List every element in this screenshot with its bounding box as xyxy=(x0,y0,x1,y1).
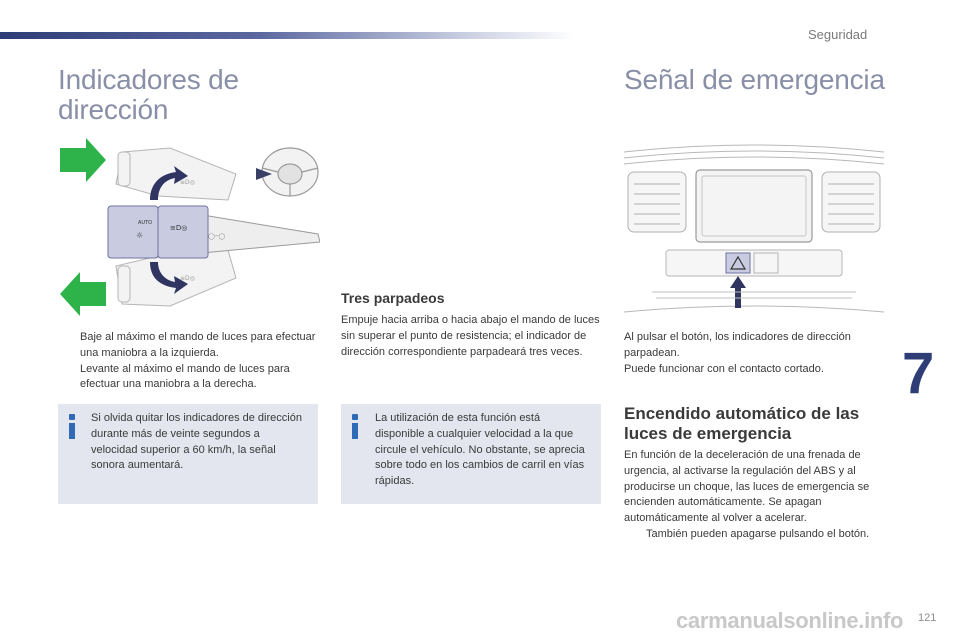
heading-automatic-hazard: Encendido automático de las luces de emergencia xyxy=(624,404,860,443)
svg-text:≡D◎: ≡D◎ xyxy=(170,224,188,232)
header-gradient-bar xyxy=(0,32,575,39)
page-number: 121 xyxy=(918,612,937,624)
info-icon xyxy=(350,414,360,439)
svg-text:≡D◎: ≡D◎ xyxy=(180,179,195,186)
svg-text:◯─◯: ◯─◯ xyxy=(208,233,226,240)
stalk-main-position xyxy=(108,206,320,258)
section-label: Seguridad xyxy=(808,27,868,42)
bullet-turn-left: Baje al máximo el mando de luces para efectuar una maniobra a la izquierda. xyxy=(80,331,316,359)
bullet-switch-off: También pueden apagarse pulsando el botón. xyxy=(646,527,870,540)
turn-signal-instructions xyxy=(58,330,320,393)
hazard-text-ignition-off: Puede funcionar con el contacto cortado. xyxy=(624,362,824,375)
touchscreen xyxy=(696,170,812,242)
info-text-lane-change: La utilización de esta función está disponible a cualquier velocidad a la que circule el vehículo. No obstante, se aprecia sobre todo en los cambios de carril en vías rápidas. xyxy=(375,412,585,488)
three-flashes-text: Empuje hacia arriba o hacia abajo el mando de luces sin superar el punto de resistencia; el indicador de dirección correspondiente parpadeará tres veces. xyxy=(341,314,600,358)
automatic-hazard-description xyxy=(624,448,886,543)
right-green-arrow-icon xyxy=(60,138,106,182)
title-hazard-lights: Señal de emergencia xyxy=(624,64,885,95)
lighting-stalk-illustration xyxy=(58,138,320,320)
control-strip xyxy=(666,250,842,276)
hazard-description xyxy=(624,330,886,377)
svg-text:AUTO: AUTO xyxy=(138,220,153,226)
watermark: carmanualsonline.info xyxy=(676,608,904,633)
info-text-warning-sound: Si olvida quitar los indicadores de dirección durante más de veinte segundos a velocidad superior a 60 km/h, la señal sonora aumentará. xyxy=(91,412,302,472)
left-green-arrow-icon xyxy=(60,272,106,316)
hazard-text-flash: Al pulsar el botón, los indicadores de dirección parpadean. xyxy=(624,331,851,359)
right-air-vent xyxy=(822,172,880,232)
info-box-lane-change xyxy=(341,404,601,504)
info-box-warning-sound xyxy=(58,404,318,504)
automatic-hazard-text: En función de la deceleración de una frenada de urgencia, al activarse la regulación del ABS y al producirse un choque, las luces de emergencia se encienden automáticamente. Se apagan automáticamente al volver a acelerar. xyxy=(624,449,870,525)
steering-wheel-thumbnail xyxy=(262,148,318,196)
dashboard-hazard-button-illustration xyxy=(622,132,886,322)
chapter-number: 7 xyxy=(902,341,935,406)
info-icon xyxy=(67,414,77,439)
bullet-turn-right: Levante al máximo el mando de luces para efectuar una maniobra a la derecha. xyxy=(80,362,290,391)
title-turn-signals: Indicadores de dirección xyxy=(58,64,239,125)
svg-text:≡D◎: ≡D◎ xyxy=(180,275,195,282)
svg-text:☼: ☼ xyxy=(136,231,144,240)
heading-three-flashes: Tres parpadeos xyxy=(341,290,445,306)
left-air-vent xyxy=(628,172,686,232)
